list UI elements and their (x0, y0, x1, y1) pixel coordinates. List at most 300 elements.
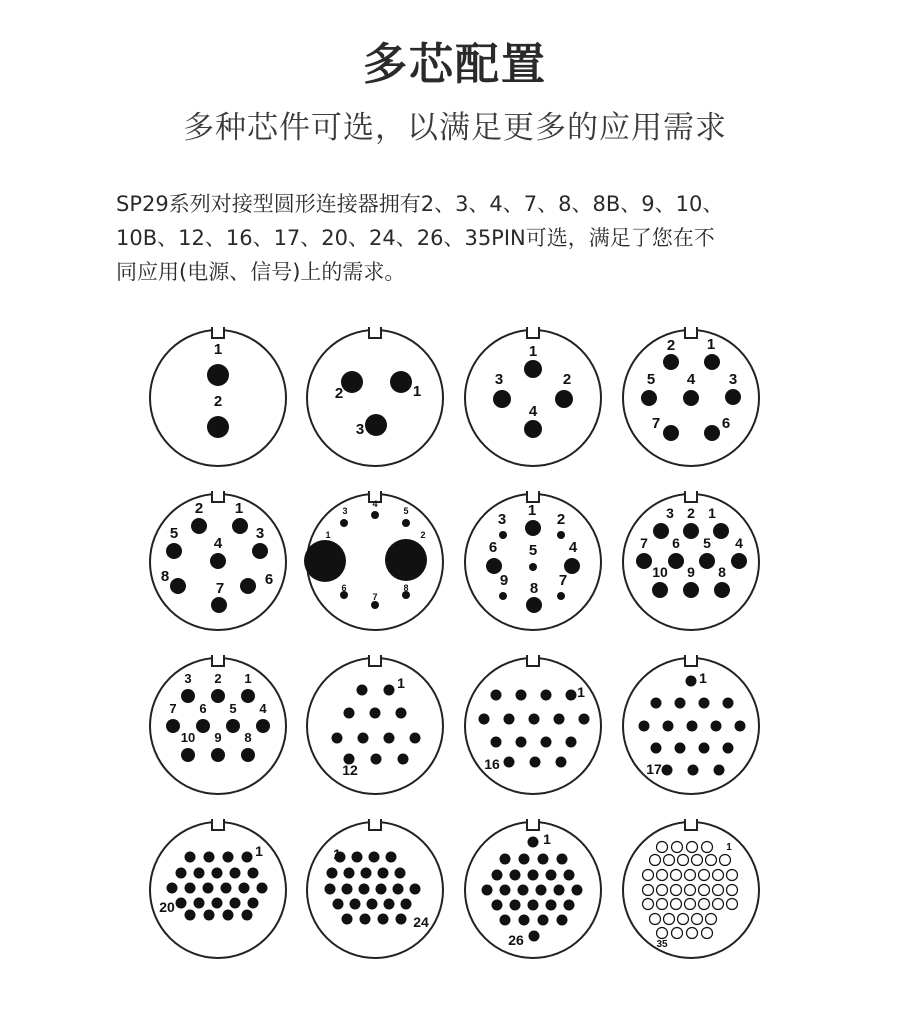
connector-key-gap (213, 654, 223, 659)
pin-contact (566, 690, 577, 701)
pin-label: 7 (215, 580, 225, 597)
connector-key-gap (370, 490, 380, 495)
pin-label: 6 (721, 415, 731, 432)
pin-contact (194, 898, 205, 909)
connector-key-gap (528, 654, 538, 659)
description-line-1: SP29系列对接型圆形连接器拥有2、3、4、7、8、8B、9、10、 (116, 192, 724, 216)
pin-contact (727, 899, 738, 910)
pin-contact (212, 898, 223, 909)
connector-diagram-pin-12 (307, 654, 443, 794)
pin-label: 1 (333, 846, 341, 862)
pin-contact (239, 883, 250, 894)
pin-contact (384, 733, 395, 744)
pin-contact (713, 899, 724, 910)
pin-contact (572, 885, 583, 896)
pin-contact (341, 371, 363, 393)
pin-label: 2 (213, 393, 223, 410)
pin-label: 1 (543, 831, 551, 847)
pin-contact (500, 915, 511, 926)
connector-key-gap (370, 326, 380, 331)
pin-label: 8 (403, 583, 409, 593)
pin-contact (650, 914, 661, 925)
connector-diagram-pin-8 (150, 490, 286, 630)
pin-label: 5 (229, 701, 237, 716)
connector-diagram-pin-24 (307, 818, 443, 958)
pin-label: 7 (651, 415, 661, 432)
pin-contact (657, 842, 668, 853)
pin-contact (212, 868, 223, 879)
pin-label: 17 (646, 761, 662, 777)
connector-key-gap (686, 818, 696, 823)
pin-contact (524, 420, 542, 438)
pin-contact (170, 578, 186, 594)
pin-contact (704, 425, 720, 441)
pin-contact (396, 914, 407, 925)
pin-contact (365, 414, 387, 436)
pin-label: 4 (259, 701, 267, 716)
pin-contact (333, 899, 344, 910)
pin-contact (256, 719, 270, 733)
pin-label: 6 (488, 539, 498, 556)
pin-contact (668, 553, 684, 569)
pin-contact (242, 910, 253, 921)
pin-contact (566, 737, 577, 748)
connector-key-gap (213, 326, 223, 331)
connector-key-gap (528, 490, 538, 495)
pin-label: 12 (342, 762, 358, 778)
pin-contact (699, 553, 715, 569)
pin-label: 8 (529, 580, 539, 597)
pin-contact (211, 597, 227, 613)
pin-contact (538, 915, 549, 926)
pin-label: 7 (372, 592, 378, 602)
connector-diagram-pin-20 (150, 818, 286, 958)
pin-label: 35 (656, 939, 668, 950)
pin-contact (650, 855, 661, 866)
pin-contact (221, 883, 232, 894)
pin-label: 10 (652, 564, 668, 580)
pin-contact (398, 754, 409, 765)
pin-contact (678, 914, 689, 925)
pin-contact (342, 884, 353, 895)
pin-contact (500, 885, 511, 896)
pin-contact (519, 854, 530, 865)
pin-label: 1 (255, 843, 263, 859)
pin-contact (248, 868, 259, 879)
pin-label: 5 (169, 525, 179, 542)
pin-contact (176, 898, 187, 909)
pin-label: 8 (160, 568, 170, 585)
connector-key-gap (213, 818, 223, 823)
pin-contact (675, 743, 686, 754)
pin-contact (241, 748, 255, 762)
pin-contact (564, 870, 575, 881)
pin-label: 1 (708, 505, 716, 521)
pin-contact (207, 416, 229, 438)
pin-contact (176, 868, 187, 879)
pin-contact (706, 914, 717, 925)
pin-contact (692, 914, 703, 925)
page-subtitle: 多种芯件可选，以满足更多的应用需求 (183, 110, 727, 146)
connector-key-gap (528, 326, 538, 331)
pin-contact (223, 852, 234, 863)
connector-key-gap (370, 818, 380, 823)
pin-contact (499, 592, 507, 600)
pin-contact (704, 354, 720, 370)
pin-label: 7 (169, 701, 177, 716)
pin-contact (685, 870, 696, 881)
pin-contact (687, 842, 698, 853)
pin-label: 5 (403, 506, 409, 516)
pin-contact (500, 854, 511, 865)
pin-label: 1 (577, 684, 585, 700)
pin-contact (181, 689, 195, 703)
pin-label: 16 (484, 756, 500, 772)
pin-contact (492, 870, 503, 881)
pin-contact (491, 737, 502, 748)
pin-contact (402, 519, 410, 527)
pin-contact (491, 690, 502, 701)
connector-diagram-pin-26 (465, 818, 601, 958)
pin-contact (378, 868, 389, 879)
pin-label: 9 (687, 564, 695, 580)
pin-contact (378, 914, 389, 925)
pin-contact (361, 868, 372, 879)
pin-contact (369, 852, 380, 863)
pin-contact (384, 685, 395, 696)
pin-contact (525, 520, 541, 536)
connector-diagram-pin-10 (623, 490, 759, 630)
pin-contact (711, 721, 722, 732)
pin-contact (528, 900, 539, 911)
pin-label: 3 (666, 505, 674, 521)
pin-contact (651, 743, 662, 754)
pin-contact (232, 518, 248, 534)
pin-contact (207, 364, 229, 386)
pin-label: 3 (255, 525, 265, 542)
pin-contact (524, 360, 542, 378)
pin-contact (579, 714, 590, 725)
connector-outline (307, 658, 443, 794)
pin-label: 9 (214, 730, 222, 745)
pin-label: 3 (342, 506, 348, 516)
pin-contact (554, 714, 565, 725)
pin-contact (699, 899, 710, 910)
pin-contact (529, 563, 537, 571)
pin-contact (692, 855, 703, 866)
pin-contact (181, 748, 195, 762)
description-line-2: 10B、12、16、17、20、24、26、35PIN可选，满足了您在不 (116, 226, 715, 250)
pin-label: 1 (234, 500, 244, 517)
pin-contact (370, 708, 381, 719)
pin-label: 6 (264, 571, 274, 588)
pin-contact (723, 743, 734, 754)
pin-contact (725, 389, 741, 405)
pin-contact (672, 928, 683, 939)
pin-contact (248, 898, 259, 909)
pin-contact (675, 698, 686, 709)
connector-key-gap (213, 490, 223, 495)
connector-diagram-pin-7 (623, 326, 759, 466)
pin-contact (713, 870, 724, 881)
pin-contact (735, 721, 746, 732)
pin-label: 2 (334, 385, 344, 402)
pin-contact (530, 757, 541, 768)
connector-diagram-pin-8b (304, 490, 443, 630)
pin-contact (360, 914, 371, 925)
pin-contact (510, 870, 521, 881)
pin-contact (663, 721, 674, 732)
pin-contact (252, 543, 268, 559)
pin-contact (727, 870, 738, 881)
pin-contact (713, 885, 724, 896)
pin-contact (671, 899, 682, 910)
pin-contact (344, 868, 355, 879)
pin-contact (194, 868, 205, 879)
pin-contact (211, 689, 225, 703)
connector-key-gap (686, 654, 696, 659)
pin-contact (371, 601, 379, 609)
pin-contact (678, 855, 689, 866)
pin-contact (699, 698, 710, 709)
pin-contact (396, 708, 407, 719)
pin-label: 6 (341, 583, 347, 593)
pin-contact (518, 885, 529, 896)
pin-contact (526, 597, 542, 613)
pin-contact (541, 690, 552, 701)
pin-contact (671, 885, 682, 896)
pin-contact (651, 698, 662, 709)
pin-contact (516, 690, 527, 701)
pin-contact (196, 719, 210, 733)
pin-contact (564, 900, 575, 911)
pin-contact (357, 685, 368, 696)
connector-diagram-pin-16 (465, 654, 601, 794)
pin-label: 5 (528, 542, 538, 559)
pin-contact (720, 855, 731, 866)
pin-contact (410, 884, 421, 895)
pin-contact (241, 689, 255, 703)
pin-contact (257, 883, 268, 894)
connector-diagram-pin-35 (623, 818, 759, 958)
pin-label: 3 (355, 421, 365, 438)
pin-label: 1 (397, 675, 405, 691)
pin-contact (482, 885, 493, 896)
pin-contact (344, 708, 355, 719)
pin-contact (528, 870, 539, 881)
pin-contact (223, 910, 234, 921)
pin-contact (664, 914, 675, 925)
connector-outline (623, 822, 759, 958)
pin-label: 1 (213, 341, 223, 358)
pin-contact (536, 885, 547, 896)
pin-contact (393, 884, 404, 895)
pin-contact (652, 582, 668, 598)
pin-contact (166, 543, 182, 559)
pin-contact (242, 852, 253, 863)
pin-contact (358, 733, 369, 744)
pin-contact (643, 885, 654, 896)
pin-label: 5 (703, 535, 711, 551)
pin-label: 7 (558, 572, 568, 589)
pin-label: 10 (180, 730, 196, 745)
connector-diagram-pin-4 (465, 326, 601, 466)
pin-contact (390, 371, 412, 393)
pin-contact (327, 868, 338, 879)
pin-contact (386, 852, 397, 863)
pin-contact (641, 390, 657, 406)
pin-contact (185, 883, 196, 894)
pin-label: 1 (699, 670, 707, 686)
pin-label: 9 (499, 572, 509, 589)
pin-contact (556, 757, 567, 768)
pin-contact (166, 719, 180, 733)
pin-contact (492, 900, 503, 911)
pin-contact (342, 914, 353, 925)
pin-contact (350, 899, 361, 910)
pin-contact (664, 855, 675, 866)
connector-key-gap (370, 654, 380, 659)
pin-contact (699, 885, 710, 896)
pin-contact (332, 733, 343, 744)
pin-contact (185, 852, 196, 863)
pin-contact (699, 743, 710, 754)
pin-label: 1 (527, 502, 537, 519)
pin-contact (653, 523, 669, 539)
pin-contact (683, 523, 699, 539)
pin-contact (359, 884, 370, 895)
pin-label: 2 (687, 505, 695, 521)
connector-diagram-pin-9 (465, 490, 601, 630)
pin-contact (304, 540, 346, 582)
pin-contact (555, 390, 573, 408)
connector-key-gap (528, 818, 538, 823)
pin-contact (714, 582, 730, 598)
pin-contact (685, 899, 696, 910)
connector-diagram-pin-2 (150, 326, 286, 466)
pin-label: 4 (686, 371, 696, 388)
pin-contact (371, 511, 379, 519)
pin-contact (671, 870, 682, 881)
pin-contact (479, 714, 490, 725)
pin-label: 2 (214, 671, 222, 686)
pin-contact (713, 523, 729, 539)
pin-contact (685, 885, 696, 896)
description-line-3: 同应用(电源、信号)上的需求。 (116, 260, 406, 284)
pin-contact (240, 578, 256, 594)
pin-contact (557, 531, 565, 539)
pin-contact (504, 757, 515, 768)
pin-contact (325, 884, 336, 895)
pin-label: 3 (728, 371, 738, 388)
pin-contact (203, 883, 214, 894)
pin-contact (663, 425, 679, 441)
pin-label: 7 (640, 535, 648, 551)
pin-contact (541, 737, 552, 748)
pin-label: 3 (494, 371, 504, 388)
pin-label: 26 (508, 932, 524, 948)
pin-contact (683, 390, 699, 406)
pin-contact (657, 870, 668, 881)
pin-label: 4 (528, 403, 538, 420)
pin-contact (204, 910, 215, 921)
pin-contact (699, 870, 710, 881)
pin-contact (340, 519, 348, 527)
pin-label: 1 (412, 383, 422, 400)
pin-contact (510, 900, 521, 911)
pin-contact (557, 592, 565, 600)
pin-contact (504, 714, 515, 725)
pin-contact (687, 721, 698, 732)
pin-contact (557, 854, 568, 865)
connector-diagram-pin-10b (150, 654, 286, 794)
pin-contact (672, 842, 683, 853)
pin-contact (702, 928, 713, 939)
pin-contact (688, 765, 699, 776)
pin-label: 2 (666, 337, 676, 354)
pin-label: 3 (497, 511, 507, 528)
pin-contact (211, 748, 225, 762)
pin-label: 1 (706, 336, 716, 353)
pin-contact (230, 868, 241, 879)
pin-contact (384, 899, 395, 910)
pin-label: 8 (244, 730, 252, 745)
pin-contact (657, 885, 668, 896)
pin-contact (554, 885, 565, 896)
pin-label: 20 (159, 899, 175, 915)
pin-contact (706, 855, 717, 866)
pin-contact (528, 837, 539, 848)
page-title: 多芯配置 (363, 39, 547, 90)
pin-label: 2 (194, 500, 204, 517)
pin-contact (546, 870, 557, 881)
pin-contact (376, 884, 387, 895)
pin-contact (714, 765, 725, 776)
pin-contact (636, 553, 652, 569)
connector-diagram-pin-17 (623, 654, 759, 794)
pin-contact (395, 868, 406, 879)
pin-contact (371, 754, 382, 765)
pin-label: 1 (726, 842, 732, 853)
pin-contact (657, 928, 668, 939)
pin-label: 1 (244, 671, 252, 686)
pin-label: 3 (184, 671, 192, 686)
pin-contact (529, 714, 540, 725)
connector-outline (465, 658, 601, 794)
pin-label: 5 (646, 371, 656, 388)
pin-contact (519, 915, 530, 926)
pin-contact (683, 582, 699, 598)
pin-contact (727, 885, 738, 896)
pin-label: 1 (325, 530, 331, 540)
pin-label: 2 (556, 511, 566, 528)
pin-contact (643, 899, 654, 910)
pin-contact (723, 698, 734, 709)
pin-contact (191, 518, 207, 534)
pin-contact (639, 721, 650, 732)
pin-contact (662, 765, 673, 776)
pin-contact (702, 842, 713, 853)
pin-label: 24 (413, 914, 429, 930)
pin-contact (410, 733, 421, 744)
pin-label: 2 (420, 530, 426, 540)
pin-label: 1 (528, 343, 538, 360)
pin-contact (210, 553, 226, 569)
pin-label: 6 (199, 701, 207, 716)
pin-contact (385, 539, 427, 581)
pin-contact (731, 553, 747, 569)
pin-contact (657, 899, 668, 910)
